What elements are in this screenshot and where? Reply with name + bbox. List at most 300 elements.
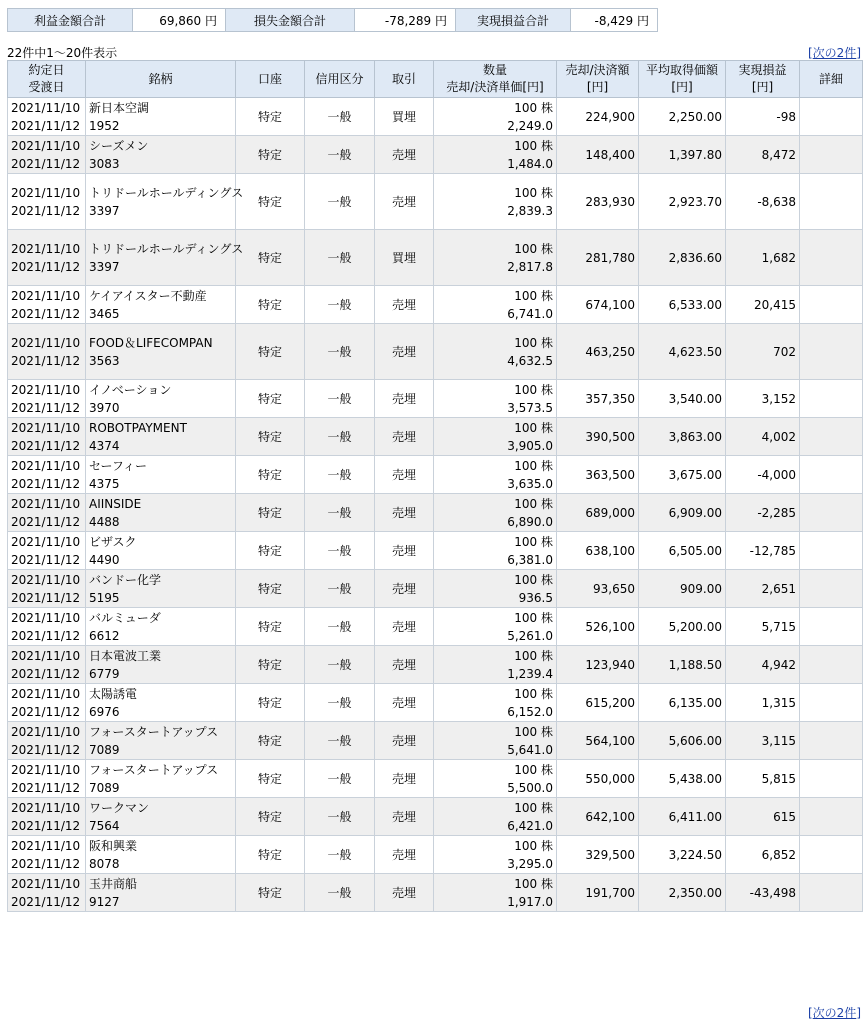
detail-cell[interactable] xyxy=(800,722,863,760)
avg-price-cell: 6,135.00 xyxy=(639,684,726,722)
trade-date: 2021/11/10 xyxy=(11,762,81,777)
quantity: 100 株 xyxy=(514,382,553,397)
trade-type-cell: 売埋 xyxy=(375,684,434,722)
account-cell: 特定 xyxy=(236,722,305,760)
qty-cell xyxy=(434,646,557,684)
avg-price-cell: 6,533.00 xyxy=(639,286,726,324)
quantity: 100 株 xyxy=(514,420,553,435)
settle-date: 2021/11/12 xyxy=(11,353,81,368)
qty-cell xyxy=(434,98,557,136)
pl-cell: 1,315 xyxy=(726,684,800,722)
stock-name: AIINSIDE xyxy=(89,496,142,511)
account-cell: 特定 xyxy=(236,608,305,646)
detail-cell[interactable] xyxy=(800,874,863,912)
margin-cell: 一般 xyxy=(305,570,375,608)
trade-date: 2021/11/10 xyxy=(11,572,81,587)
unit-price: 6,421.0 xyxy=(507,818,553,833)
trade-date: 2021/11/10 xyxy=(11,335,81,350)
pl-cell: -4,000 xyxy=(726,456,800,494)
qty-cell xyxy=(434,684,557,722)
stock-code: 1952 xyxy=(89,118,120,133)
pl-cell: 20,415 xyxy=(726,286,800,324)
table-row xyxy=(8,286,863,324)
next-page-link[interactable]: 次の2件 xyxy=(812,46,857,60)
table-row xyxy=(8,760,863,798)
table-row xyxy=(8,324,863,380)
table-row xyxy=(8,684,863,722)
trade-type-cell: 売埋 xyxy=(375,874,434,912)
col-trade-header: 取引 xyxy=(375,61,434,98)
trade-type-cell: 売埋 xyxy=(375,836,434,874)
stock-code: 4375 xyxy=(89,476,120,491)
stock-name: フォースタートアップス xyxy=(89,762,219,777)
avg-price-cell: 6,909.00 xyxy=(639,494,726,532)
col-detail-header: 詳細 xyxy=(800,61,863,98)
date-cell xyxy=(8,608,86,646)
stock-name: バルミューダ xyxy=(89,610,161,625)
trade-type-cell: 売埋 xyxy=(375,456,434,494)
next-page-link-bottom: [次の2件] xyxy=(807,1006,861,1020)
stock-name: FOOD＆LIFECOMPAN xyxy=(89,335,213,350)
margin-cell: 一般 xyxy=(305,380,375,418)
date-cell xyxy=(8,380,86,418)
stock-code: 5195 xyxy=(89,590,120,605)
quantity: 100 株 xyxy=(514,241,553,256)
amount-cell: 463,250 xyxy=(557,324,639,380)
account-cell: 特定 xyxy=(236,798,305,836)
unit-price: 6,741.0 xyxy=(507,306,553,321)
stock-cell xyxy=(86,230,244,286)
trade-date: 2021/11/10 xyxy=(11,100,81,115)
amount-cell: 224,900 xyxy=(557,98,639,136)
margin-cell: 一般 xyxy=(305,324,375,380)
detail-cell[interactable] xyxy=(800,98,863,136)
trade-type-cell: 売埋 xyxy=(375,324,434,380)
summary-table xyxy=(7,8,658,32)
margin-cell: 一般 xyxy=(305,174,375,230)
pl-cell: -98 xyxy=(726,98,800,136)
settle-date: 2021/11/12 xyxy=(11,552,81,567)
stock-code: 6779 xyxy=(89,666,120,681)
quantity: 100 株 xyxy=(514,610,553,625)
qty-cell xyxy=(434,722,557,760)
qty-cell xyxy=(434,174,557,230)
pl-cell: 4,942 xyxy=(726,646,800,684)
pl-cell: 5,715 xyxy=(726,608,800,646)
stock-code: 7089 xyxy=(89,780,120,795)
account-cell: 特定 xyxy=(236,874,305,912)
table-row xyxy=(8,230,863,286)
table-row xyxy=(8,798,863,836)
table-row xyxy=(8,608,863,646)
detail-cell[interactable] xyxy=(800,646,863,684)
pl-cell: 6,852 xyxy=(726,836,800,874)
unit-price: 6,381.0 xyxy=(507,552,553,567)
stock-cell xyxy=(86,136,236,174)
date-cell xyxy=(8,874,86,912)
stock-code: 4374 xyxy=(89,438,120,453)
date-cell xyxy=(8,98,86,136)
stock-code: 4488 xyxy=(89,514,120,529)
quantity: 100 株 xyxy=(514,876,553,891)
qty-cell xyxy=(434,494,557,532)
col-amount-header: 売却/決済額 [円] xyxy=(557,61,639,98)
date-cell xyxy=(8,324,86,380)
pl-cell: 1,682 xyxy=(726,230,800,286)
stock-cell xyxy=(86,418,236,456)
date-cell xyxy=(8,684,86,722)
settle-date: 2021/11/12 xyxy=(11,742,81,757)
detail-cell[interactable] xyxy=(800,136,863,174)
unit-price: 6,890.0 xyxy=(507,514,553,529)
margin-cell: 一般 xyxy=(305,418,375,456)
stock-code: 3465 xyxy=(89,306,120,321)
table-row xyxy=(8,98,863,136)
date-cell xyxy=(8,494,86,532)
result-count: 22件中1～20件表示 xyxy=(7,46,118,60)
detail-cell[interactable] xyxy=(800,608,863,646)
margin-cell: 一般 xyxy=(305,230,375,286)
margin-cell: 一般 xyxy=(305,760,375,798)
settle-date: 2021/11/12 xyxy=(11,704,81,719)
settle-date: 2021/11/12 xyxy=(11,203,81,218)
stock-name: 日本電波工業 xyxy=(89,648,162,663)
avg-price-cell: 5,606.00 xyxy=(639,722,726,760)
unit-price: 4,632.5 xyxy=(507,353,553,368)
date-cell xyxy=(8,174,86,230)
amount-cell: 363,500 xyxy=(557,456,639,494)
stock-cell xyxy=(86,874,236,912)
stock-name: シーズメン xyxy=(89,138,149,153)
date-cell xyxy=(8,230,86,286)
margin-cell: 一般 xyxy=(305,798,375,836)
trade-date: 2021/11/10 xyxy=(11,138,81,153)
amount-cell: 357,350 xyxy=(557,380,639,418)
realized-total-label: 実現損益合計 xyxy=(456,9,571,32)
col-qty-header: 数量 売却/決済単価[円] xyxy=(434,61,557,98)
stock-name: セーフィー xyxy=(89,458,147,473)
trade-history-table xyxy=(7,60,863,912)
margin-cell: 一般 xyxy=(305,286,375,324)
detail-cell[interactable] xyxy=(800,836,863,874)
trade-type-cell: 売埋 xyxy=(375,646,434,684)
trade-date: 2021/11/10 xyxy=(11,288,81,303)
stock-name: 新日本空調 xyxy=(89,100,150,115)
table-row xyxy=(8,874,863,912)
col-margin-header: 信用区分 xyxy=(305,61,375,98)
account-cell: 特定 xyxy=(236,174,305,230)
amount-cell: 148,400 xyxy=(557,136,639,174)
amount-cell: 283,930 xyxy=(557,174,639,230)
profit-total-value: 69,860 円 xyxy=(133,9,226,32)
col-account-header: 口座 xyxy=(236,61,305,98)
stock-code: 3970 xyxy=(89,400,120,415)
pl-cell: 3,152 xyxy=(726,380,800,418)
margin-cell: 一般 xyxy=(305,836,375,874)
stock-name: ワークマン xyxy=(89,800,150,815)
avg-price-cell: 6,505.00 xyxy=(639,532,726,570)
stock-cell xyxy=(86,646,236,684)
account-cell: 特定 xyxy=(236,380,305,418)
table-row xyxy=(8,722,863,760)
date-cell xyxy=(8,836,86,874)
trade-type-cell: 売埋 xyxy=(375,532,434,570)
qty-cell xyxy=(434,532,557,570)
avg-price-cell: 1,188.50 xyxy=(639,646,726,684)
quantity: 100 株 xyxy=(514,800,553,815)
table-row xyxy=(8,836,863,874)
stock-name: ケイアイスター不動産 xyxy=(89,288,207,303)
quantity: 100 株 xyxy=(514,185,553,200)
amount-cell: 281,780 xyxy=(557,230,639,286)
stock-cell xyxy=(86,836,236,874)
amount-cell: 615,200 xyxy=(557,684,639,722)
quantity: 100 株 xyxy=(514,762,553,777)
qty-cell xyxy=(434,380,557,418)
date-cell xyxy=(8,418,86,456)
stock-name: トリドールホールディングス xyxy=(89,241,244,256)
pl-cell: -12,785 xyxy=(726,532,800,570)
amount-cell: 642,100 xyxy=(557,798,639,836)
account-cell: 特定 xyxy=(236,98,305,136)
detail-cell[interactable] xyxy=(800,174,863,230)
profit-total-label: 利益金額合計 xyxy=(8,9,133,32)
quantity: 100 株 xyxy=(514,335,553,350)
margin-cell: 一般 xyxy=(305,684,375,722)
amount-cell: 550,000 xyxy=(557,760,639,798)
settle-date: 2021/11/12 xyxy=(11,628,81,643)
avg-price-cell: 6,411.00 xyxy=(639,798,726,836)
trade-date: 2021/11/10 xyxy=(11,800,81,815)
trade-date: 2021/11/10 xyxy=(11,185,81,200)
quantity: 100 株 xyxy=(514,534,553,549)
detail-cell[interactable] xyxy=(800,380,863,418)
account-cell: 特定 xyxy=(236,646,305,684)
settle-date: 2021/11/12 xyxy=(11,590,81,605)
pl-cell: 5,815 xyxy=(726,760,800,798)
pl-cell: -2,285 xyxy=(726,494,800,532)
trade-date: 2021/11/10 xyxy=(11,686,81,701)
trade-type-cell: 売埋 xyxy=(375,760,434,798)
margin-cell: 一般 xyxy=(305,646,375,684)
date-cell xyxy=(8,722,86,760)
pl-cell: -43,498 xyxy=(726,874,800,912)
unit-price: 3,295.0 xyxy=(507,856,553,871)
stock-name: ビザスク xyxy=(89,534,137,549)
detail-cell[interactable] xyxy=(800,532,863,570)
stock-code: 7089 xyxy=(89,742,120,757)
qty-cell xyxy=(434,136,557,174)
account-cell: 特定 xyxy=(236,532,305,570)
quantity: 100 株 xyxy=(514,648,553,663)
trade-type-cell: 売埋 xyxy=(375,570,434,608)
stock-code: 3397 xyxy=(89,203,120,218)
trade-date: 2021/11/10 xyxy=(11,382,81,397)
avg-price-cell: 4,623.50 xyxy=(639,324,726,380)
settle-date: 2021/11/12 xyxy=(11,818,81,833)
trade-type-cell: 売埋 xyxy=(375,136,434,174)
qty-cell xyxy=(434,798,557,836)
settle-date: 2021/11/12 xyxy=(11,514,81,529)
quantity: 100 株 xyxy=(514,138,553,153)
amount-cell: 93,650 xyxy=(557,570,639,608)
quantity: 100 株 xyxy=(514,724,553,739)
stock-name: 玉井商船 xyxy=(89,876,138,891)
settle-date: 2021/11/12 xyxy=(11,476,81,491)
date-cell xyxy=(8,532,86,570)
table-row xyxy=(8,532,863,570)
settle-date: 2021/11/12 xyxy=(11,400,81,415)
table-row xyxy=(8,494,863,532)
detail-cell[interactable] xyxy=(800,494,863,532)
stock-cell xyxy=(86,608,236,646)
quantity: 100 株 xyxy=(514,572,553,587)
detail-cell[interactable] xyxy=(800,570,863,608)
date-cell xyxy=(8,570,86,608)
trade-type-cell: 売埋 xyxy=(375,174,434,230)
unit-price: 1,484.0 xyxy=(507,156,553,171)
pl-cell: 702 xyxy=(726,324,800,380)
next-page-link-top: [次の2件] xyxy=(807,46,861,60)
account-cell: 特定 xyxy=(236,136,305,174)
quantity: 100 株 xyxy=(514,838,553,853)
account-cell: 特定 xyxy=(236,456,305,494)
stock-cell xyxy=(86,760,236,798)
trade-date: 2021/11/10 xyxy=(11,876,81,891)
stock-name: フォースタートアップス xyxy=(89,724,219,739)
unit-price: 2,817.8 xyxy=(507,259,553,274)
detail-cell[interactable] xyxy=(800,418,863,456)
avg-price-cell: 2,350.00 xyxy=(639,874,726,912)
detail-cell[interactable] xyxy=(800,456,863,494)
loss-total-value: -78,289 円 xyxy=(355,9,456,32)
stock-cell xyxy=(86,380,236,418)
amount-cell: 390,500 xyxy=(557,418,639,456)
stock-code: 4490 xyxy=(89,552,120,567)
trade-date: 2021/11/10 xyxy=(11,458,81,473)
detail-cell[interactable] xyxy=(800,286,863,324)
stock-name: 太陽誘電 xyxy=(89,686,138,701)
stock-name: バンドー化学 xyxy=(89,572,162,587)
table-row xyxy=(8,136,863,174)
stock-cell xyxy=(86,174,244,230)
settle-date: 2021/11/12 xyxy=(11,438,81,453)
amount-cell: 123,940 xyxy=(557,646,639,684)
quantity: 100 株 xyxy=(514,100,553,115)
stock-code: 6976 xyxy=(89,704,120,719)
settle-date: 2021/11/12 xyxy=(11,259,81,274)
qty-cell xyxy=(434,836,557,874)
account-cell: 特定 xyxy=(236,230,305,286)
stock-cell xyxy=(86,684,236,722)
avg-price-cell: 3,863.00 xyxy=(639,418,726,456)
stock-cell xyxy=(86,532,236,570)
realized-total-value: -8,429 円 xyxy=(571,9,658,32)
col-name-header: 銘柄 xyxy=(86,61,236,98)
qty-cell xyxy=(434,286,557,324)
trade-date: 2021/11/10 xyxy=(11,241,81,256)
table-row xyxy=(8,380,863,418)
unit-price: 3,573.5 xyxy=(507,400,553,415)
unit-price: 936.5 xyxy=(518,590,553,605)
table-header-row xyxy=(8,61,863,98)
detail-cell[interactable] xyxy=(800,798,863,836)
trade-type-cell: 売埋 xyxy=(375,798,434,836)
margin-cell: 一般 xyxy=(305,722,375,760)
settle-date: 2021/11/12 xyxy=(11,856,81,871)
quantity: 100 株 xyxy=(514,496,553,511)
settle-date: 2021/11/12 xyxy=(11,306,81,321)
detail-cell[interactable] xyxy=(800,230,863,286)
loss-total-label: 損失金額合計 xyxy=(226,9,355,32)
trade-date: 2021/11/10 xyxy=(11,648,81,663)
unit-price: 5,641.0 xyxy=(507,742,553,757)
margin-cell: 一般 xyxy=(305,874,375,912)
avg-price-cell: 3,540.00 xyxy=(639,380,726,418)
qty-cell xyxy=(434,456,557,494)
unit-price: 3,905.0 xyxy=(507,438,553,453)
stock-name: トリドールホールディングス xyxy=(89,185,244,200)
settle-date: 2021/11/12 xyxy=(11,666,81,681)
quantity: 100 株 xyxy=(514,686,553,701)
trade-type-cell: 売埋 xyxy=(375,418,434,456)
trade-type-cell: 買埋 xyxy=(375,230,434,286)
amount-cell: 329,500 xyxy=(557,836,639,874)
quantity: 100 株 xyxy=(514,458,553,473)
pl-cell: -8,638 xyxy=(726,174,800,230)
date-cell xyxy=(8,646,86,684)
account-cell: 特定 xyxy=(236,494,305,532)
col-avg-header: 平均取得価額 [円] xyxy=(639,61,726,98)
qty-cell xyxy=(434,570,557,608)
trade-date: 2021/11/10 xyxy=(11,724,81,739)
trade-date: 2021/11/10 xyxy=(11,420,81,435)
pl-cell: 615 xyxy=(726,798,800,836)
trade-type-cell: 売埋 xyxy=(375,494,434,532)
table-row xyxy=(8,570,863,608)
avg-price-cell: 5,438.00 xyxy=(639,760,726,798)
trade-date: 2021/11/10 xyxy=(11,496,81,511)
unit-price: 2,839.3 xyxy=(507,203,553,218)
trade-type-cell: 売埋 xyxy=(375,380,434,418)
qty-cell xyxy=(434,230,557,286)
detail-cell[interactable] xyxy=(800,324,863,380)
stock-code: 3563 xyxy=(89,353,120,368)
pl-cell: 3,115 xyxy=(726,722,800,760)
date-cell xyxy=(8,286,86,324)
unit-price: 1,917.0 xyxy=(507,894,553,909)
stock-name: イノベーション xyxy=(89,382,172,397)
trade-date: 2021/11/10 xyxy=(11,838,81,853)
next-page-link[interactable]: 次の2件 xyxy=(812,1006,857,1020)
detail-cell[interactable] xyxy=(800,684,863,722)
stock-cell xyxy=(86,570,236,608)
trade-type-cell: 売埋 xyxy=(375,286,434,324)
stock-code: 8078 xyxy=(89,856,120,871)
unit-price: 1,239.4 xyxy=(507,666,553,681)
table-row xyxy=(8,456,863,494)
stock-cell xyxy=(86,286,236,324)
amount-cell: 689,000 xyxy=(557,494,639,532)
pl-cell: 2,651 xyxy=(726,570,800,608)
margin-cell: 一般 xyxy=(305,136,375,174)
detail-cell[interactable] xyxy=(800,760,863,798)
margin-cell: 一般 xyxy=(305,98,375,136)
date-cell xyxy=(8,456,86,494)
avg-price-cell: 3,224.50 xyxy=(639,836,726,874)
settle-date: 2021/11/12 xyxy=(11,894,81,909)
amount-cell: 638,100 xyxy=(557,532,639,570)
